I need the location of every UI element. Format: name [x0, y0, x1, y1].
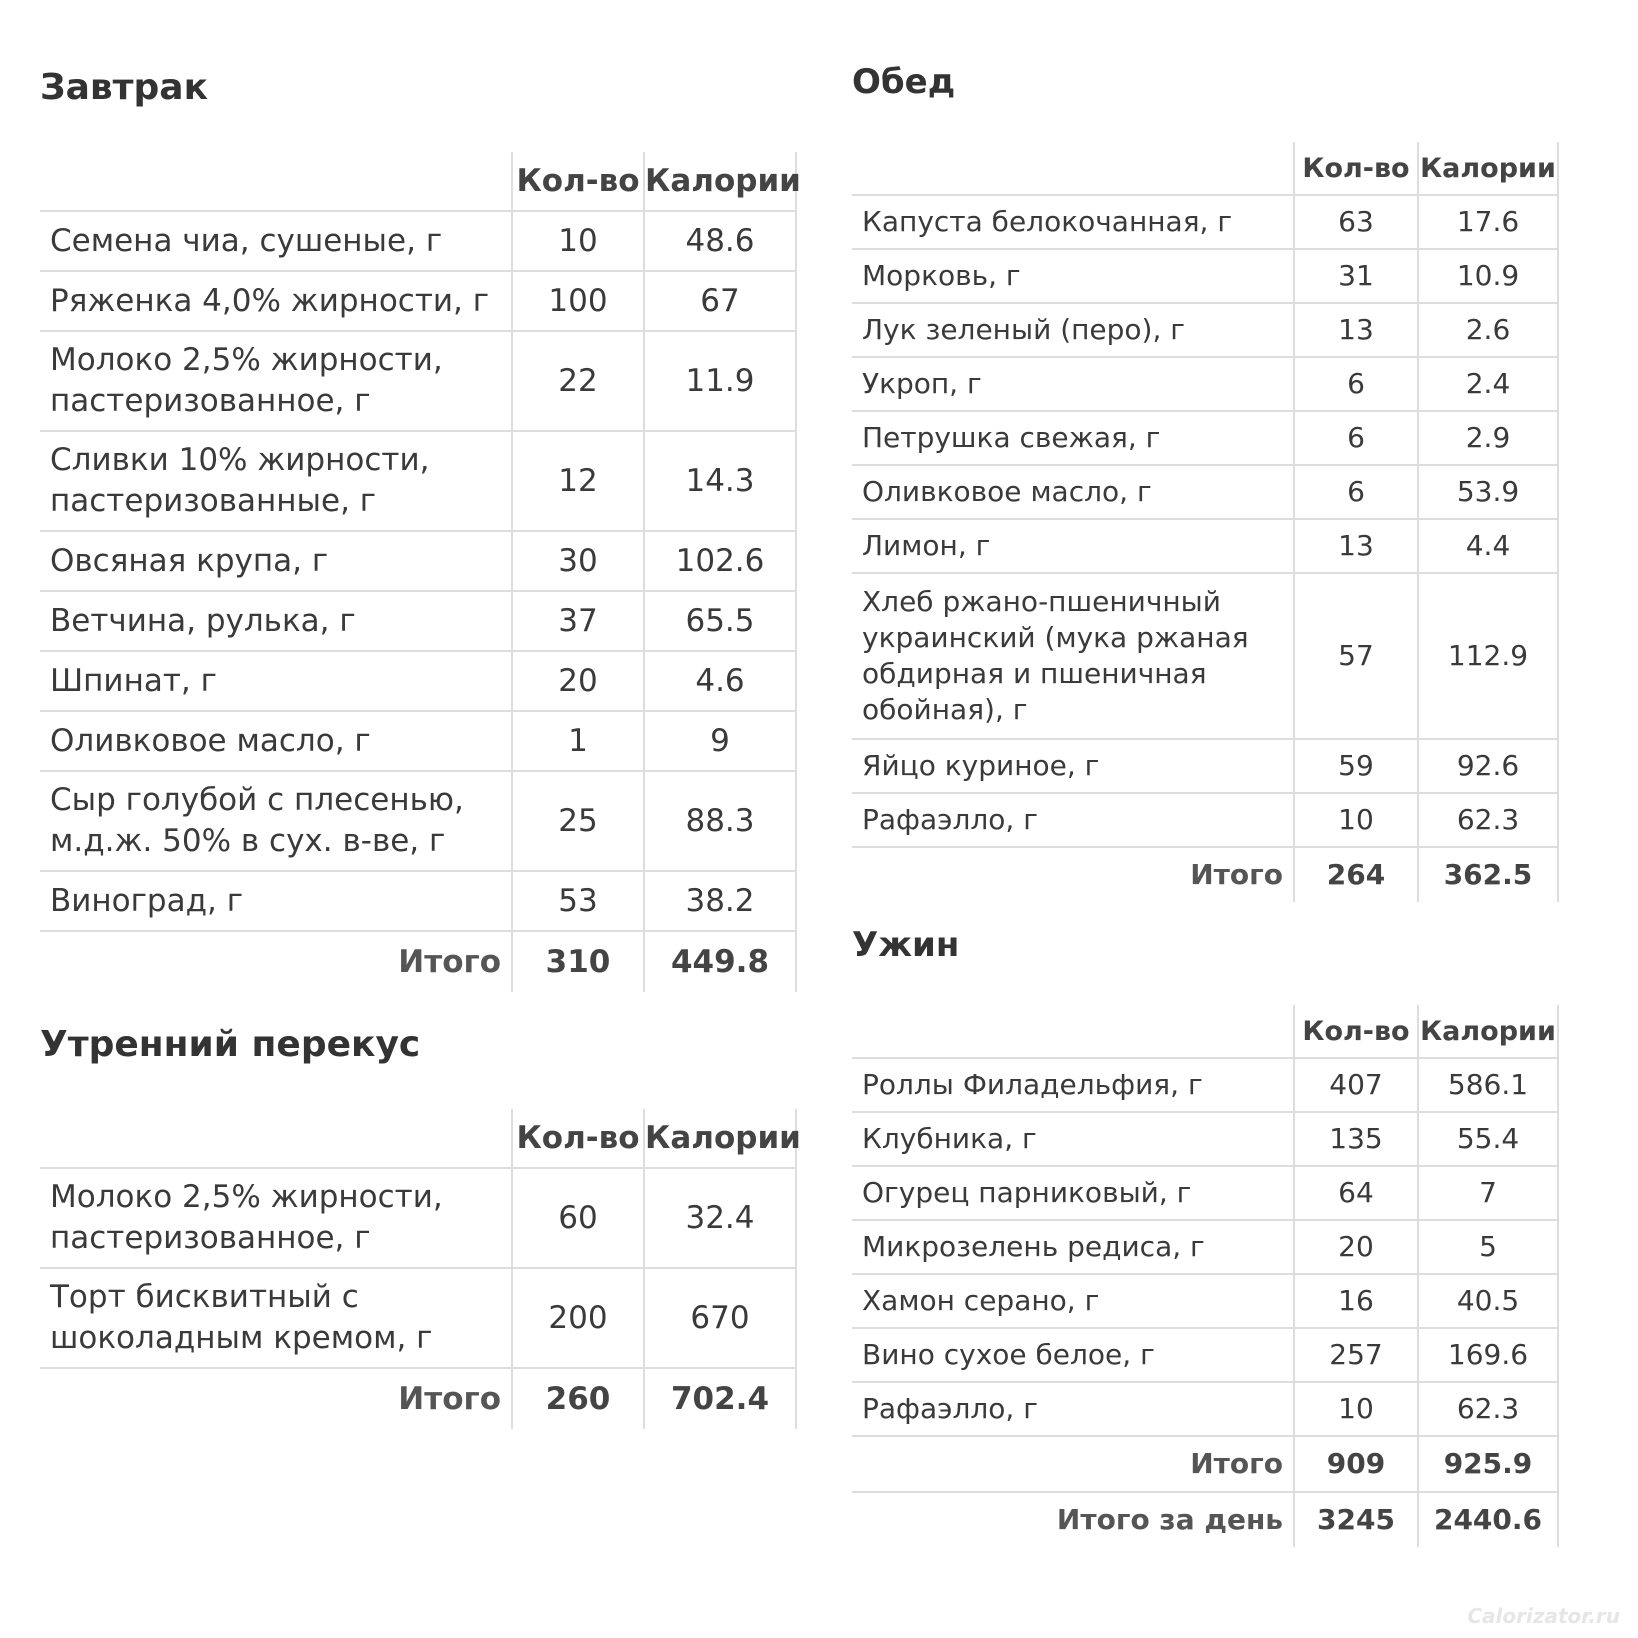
- food-calories: 48.6: [644, 211, 796, 271]
- food-calories: 11.9: [644, 331, 796, 431]
- food-qty: 64: [1294, 1166, 1418, 1220]
- food-calories: 169.6: [1418, 1328, 1558, 1382]
- table-row: [852, 195, 1562, 249]
- calories-header: Калории: [1418, 142, 1558, 195]
- food-name: Микрозелень редиса, г: [852, 1220, 1294, 1274]
- day-total-qty: 3245: [1294, 1492, 1418, 1547]
- food-qty: 10: [1294, 1382, 1418, 1436]
- food-calories: 32.4: [644, 1168, 796, 1268]
- table-row: [40, 331, 822, 431]
- table-row: [852, 303, 1562, 357]
- qty-header: Кол-во: [512, 152, 644, 211]
- qty-header: Кол-во: [512, 1109, 644, 1168]
- table-row: [852, 357, 1562, 411]
- food-name: Роллы Филадельфия, г: [852, 1058, 1294, 1112]
- food-name: Семена чиа, сушеные, г: [40, 211, 512, 271]
- food-calories: 5: [1418, 1220, 1558, 1274]
- table-row: [40, 1268, 822, 1368]
- food-calories: 2.4: [1418, 357, 1558, 411]
- total-qty: 909: [1294, 1436, 1418, 1492]
- calories-header: Калории: [644, 152, 796, 211]
- calories-header: Калории: [1418, 1005, 1558, 1058]
- food-calories: 670: [644, 1268, 796, 1368]
- table-row: [40, 871, 822, 931]
- food-name: Ветчина, рулька, г: [40, 591, 512, 651]
- food-qty: 31: [1294, 249, 1418, 303]
- morning-snack-table: [40, 1109, 822, 1429]
- food-qty: 25: [512, 771, 644, 871]
- table-row: [852, 793, 1562, 847]
- food-name: Оливковое масло, г: [852, 465, 1294, 519]
- food-qty: 407: [1294, 1058, 1418, 1112]
- food-name: Капуста белокочанная, г: [852, 195, 1294, 249]
- calories-header: Калории: [644, 1109, 796, 1168]
- total-label: Итого: [398, 1380, 501, 1417]
- food-qty: 135: [1294, 1112, 1418, 1166]
- food-name: Овсяная крупа, г: [40, 531, 512, 591]
- food-qty: 12: [512, 431, 644, 531]
- food-qty: 13: [1294, 303, 1418, 357]
- table-row: [852, 1274, 1562, 1328]
- food-name: Хамон серано, г: [852, 1274, 1294, 1328]
- food-calories: 9: [644, 711, 796, 771]
- table-row: [40, 531, 822, 591]
- food-name: Рафаэлло, г: [852, 1382, 1294, 1436]
- food-name: Молоко 2,5% жирности, пастеризованное, г: [40, 331, 512, 431]
- food-name: Молоко 2,5% жирности, пастеризованное, г: [40, 1168, 512, 1268]
- total-label: Итого: [1190, 858, 1283, 891]
- table-row: [852, 1328, 1562, 1382]
- food-calories: 4.6: [644, 651, 796, 711]
- table-row: [40, 431, 822, 531]
- table-row: [40, 1168, 822, 1268]
- food-name: Виноград, г: [40, 871, 512, 931]
- food-calories: 65.5: [644, 591, 796, 651]
- food-name: Клубника, г: [852, 1112, 1294, 1166]
- food-name: Шпинат, г: [40, 651, 512, 711]
- food-qty: 13: [1294, 519, 1418, 573]
- lunch-section: [852, 62, 1562, 902]
- food-calories: 40.5: [1418, 1274, 1558, 1328]
- table-row: [852, 1382, 1562, 1436]
- food-qty: 1: [512, 711, 644, 771]
- food-qty: 20: [1294, 1220, 1418, 1274]
- food-name: Лук зеленый (перо), г: [852, 303, 1294, 357]
- food-calories: 88.3: [644, 771, 796, 871]
- food-name: Торт бисквитный с шоколадным кремом, г: [40, 1268, 512, 1368]
- qty-header: Кол-во: [1294, 142, 1418, 195]
- food-qty: 30: [512, 531, 644, 591]
- table-row: [40, 651, 822, 711]
- total-calories: 925.9: [1418, 1436, 1558, 1492]
- food-qty: 100: [512, 271, 644, 331]
- day-total-label: Итого за день: [1056, 1503, 1283, 1536]
- food-qty: 16: [1294, 1274, 1418, 1328]
- table-row: [852, 1058, 1562, 1112]
- table-row: [852, 1220, 1562, 1274]
- food-name: Сливки 10% жирности, пастеризованные, г: [40, 431, 512, 531]
- food-calories: 102.6: [644, 531, 796, 591]
- table-row: [852, 519, 1562, 573]
- food-qty: 6: [1294, 411, 1418, 465]
- dinner-table: [852, 1005, 1562, 1547]
- food-qty: 10: [1294, 793, 1418, 847]
- table-row: [40, 211, 822, 271]
- food-calories: 10.9: [1418, 249, 1558, 303]
- total-label: Итого: [852, 1436, 1294, 1492]
- food-qty: 59: [1294, 739, 1418, 793]
- food-name: Оливковое масло, г: [40, 711, 512, 771]
- breakfast-title: Завтрак: [40, 67, 209, 108]
- qty-header: Кол-во: [1294, 1005, 1418, 1058]
- food-calories: 7: [1418, 1166, 1558, 1220]
- food-calories: 17.6: [1418, 195, 1558, 249]
- table-row: [40, 591, 822, 651]
- dinner-section: [852, 925, 1562, 1547]
- food-calories: 2.9: [1418, 411, 1558, 465]
- dinner-title: Ужин: [852, 925, 960, 965]
- food-qty: 6: [1294, 465, 1418, 519]
- breakfast-section: [40, 68, 822, 992]
- food-name: Лимон, г: [852, 519, 1294, 573]
- breakfast-table: [40, 152, 822, 992]
- total-label: Итого: [398, 943, 501, 980]
- food-calories: 53.9: [1418, 465, 1558, 519]
- total-row: [852, 1436, 1562, 1492]
- food-qty: 57: [1294, 573, 1418, 739]
- total-qty: 310: [512, 931, 644, 992]
- food-name: Укроп, г: [852, 357, 1294, 411]
- food-calories: 92.6: [1418, 739, 1558, 793]
- food-calories: 62.3: [1418, 793, 1558, 847]
- food-name: Сыр голубой с плесенью, м.д.ж. 50% в сух. в-ве, г: [40, 771, 512, 871]
- food-name: Вино сухое белое, г: [852, 1328, 1294, 1382]
- food-calories: 112.9: [1418, 573, 1558, 739]
- table-row: [40, 271, 822, 331]
- food-calories: 14.3: [644, 431, 796, 531]
- day-total-row: [852, 1492, 1562, 1547]
- food-name: Петрушка свежая, г: [852, 411, 1294, 465]
- table-row: [852, 1166, 1562, 1220]
- total-row: [40, 1368, 822, 1429]
- lunch-title: Обед: [852, 62, 956, 102]
- food-name: Морковь, г: [852, 249, 1294, 303]
- watermark: Calorizator.ru: [1467, 1604, 1620, 1628]
- table-row: [40, 711, 822, 771]
- food-calories: 67: [644, 271, 796, 331]
- table-row: [40, 771, 822, 871]
- morning-snack-section: [40, 1025, 822, 1429]
- total-calories: 702.4: [644, 1368, 796, 1429]
- table-row: [852, 573, 1562, 739]
- food-qty: 37: [512, 591, 644, 651]
- food-qty: 22: [512, 331, 644, 431]
- total-row: [40, 931, 822, 992]
- table-row: [852, 739, 1562, 793]
- lunch-table: [852, 142, 1562, 902]
- table-row: [852, 411, 1562, 465]
- food-qty: 200: [512, 1268, 644, 1368]
- food-calories: 4.4: [1418, 519, 1558, 573]
- food-calories: 62.3: [1418, 1382, 1558, 1436]
- food-name: Рафаэлло, г: [852, 793, 1294, 847]
- total-qty: 264: [1294, 847, 1418, 902]
- food-name: Ряженка 4,0% жирности, г: [40, 271, 512, 331]
- food-name: Яйцо куриное, г: [852, 739, 1294, 793]
- food-calories: 38.2: [644, 871, 796, 931]
- food-qty: 20: [512, 651, 644, 711]
- food-qty: 53: [512, 871, 644, 931]
- food-calories: 2.6: [1418, 303, 1558, 357]
- food-name: Хлеб ржано-пшеничный украинский (мука ржаная обдирная и пшеничная обойная), г: [852, 573, 1294, 739]
- food-qty: 6: [1294, 357, 1418, 411]
- food-calories: 55.4: [1418, 1112, 1558, 1166]
- table-row: [852, 465, 1562, 519]
- food-qty: 60: [512, 1168, 644, 1268]
- food-calories: 586.1: [1418, 1058, 1558, 1112]
- food-qty: 10: [512, 211, 644, 271]
- day-total-calories: 2440.6: [1418, 1492, 1558, 1547]
- morning-snack-title: Утренний перекус: [40, 1024, 421, 1065]
- table-row: [852, 249, 1562, 303]
- food-qty: 63: [1294, 195, 1418, 249]
- total-qty: 260: [512, 1368, 644, 1429]
- total-calories: 449.8: [644, 931, 796, 992]
- table-row: [852, 1112, 1562, 1166]
- food-qty: 257: [1294, 1328, 1418, 1382]
- total-calories: 362.5: [1418, 847, 1558, 902]
- food-name: Огурец парниковый, г: [852, 1166, 1294, 1220]
- total-row: [852, 847, 1562, 902]
